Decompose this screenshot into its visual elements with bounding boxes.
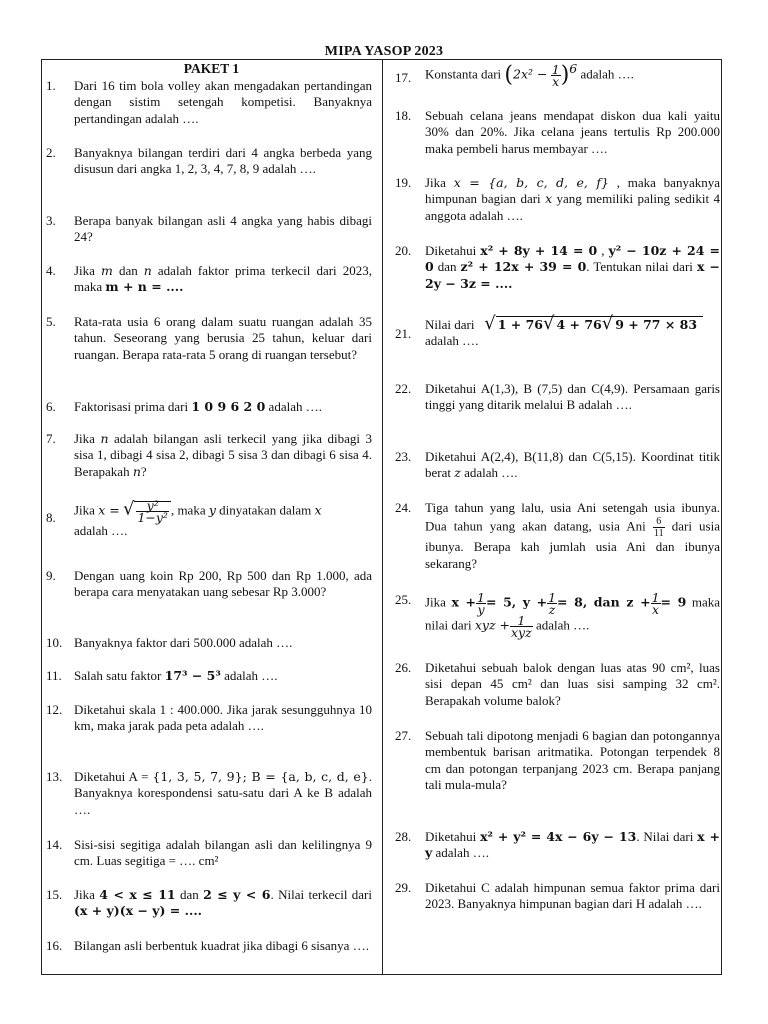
question-24: 24. Tiga tahun yang lalu, usia Ani setengah usia ibunya. Dua tahun yang akan datang, usia Ani $\frac{6}{11}$ dari usia ibunya. Berapa kah jumlah usia Ani dan ibunya sekarang? xyxy=(395,500,721,571)
question-17: 17. Konstanta dari (2x² − $\frac{1}{x}$ )$^6$ adalah …. xyxy=(395,61,634,89)
question-2: 2. Banyaknya bilangan terdiri dari 4 angka berbeda yang disusun dari angka 1, 2, 3, 4, 7, 8, 9 adalah …. xyxy=(46,145,372,177)
question-10: 10. Banyaknya faktor dari 500.000 adalah …. xyxy=(46,635,293,650)
question-6: 6. Faktorisasi prima dari 1 0 9 6 2 0 adalah …. xyxy=(46,399,322,414)
question-12: 12. Diketahui skala 1 : 400.000. Jika jarak sesungguhnya 10 km, maka jarak pada peta adalah …. xyxy=(46,702,372,734)
question-20: 20. Diketahui x² + 8y + 14 = 0 , y² − 10z + 24 = 0 dan z² + 12x + 39 = 0. Tentukan nilai dari x − 2y − 3z = .... xyxy=(395,243,721,291)
question-28: 28. Diketahui x² + y² = 4x − 6y − 13. Nilai dari x + y adalah …. xyxy=(395,829,720,861)
question-21: 21. Nilai dari √ 1 + 76√ 4 + 76√ 9 + 77 × 83 adalah …. xyxy=(395,316,721,350)
question-15: 15. Jika 4 < x ≤ 11 dan 2 ≤ y < 6. Nilai terkecil dari (x + y)(x − y) = .... xyxy=(46,887,372,919)
question-9: 9. Dengan uang koin Rp 200, Rp 500 dan Rp 1.000, ada berapa cara menyatakan uang sebesar Rp 3.000? xyxy=(46,568,372,600)
question-8: 8. Jika x = √ $\frac{\text{y²}}{\text{1−y²}}$ , maka y dinyatakan dalam x adalah …. xyxy=(46,498,322,538)
question-25: 25. Jika x + $\frac{1}{y}$ = 5, y + $\frac{1}{z}$ = 8, dan z + $\frac{1}{x}$ = 9 maka nilai dari xyz + $\frac{1}{\text{xyz}}$ adalah …. xyxy=(395,590,720,640)
question-18: 18. Sebuah celana jeans mendapat diskon dua kali yaitu 30% dan 20%. Jika celana jeans tertulis Rp 200.000 maka pembeli harus membayar …. xyxy=(395,108,720,156)
question-23: 23. Diketahui A(2,4), B(11,8) dan C(5,15). Koordinat titik berat z adalah …. xyxy=(395,449,720,481)
question-3: 3. Berapa banyak bilangan asli 4 angka yang habis dibagi 24? xyxy=(46,213,372,245)
question-4: 4. Jika m dan n adalah faktor prima terkecil dari 2023, maka m + n = .... xyxy=(46,263,372,295)
page-title: MIPA YASOP 2023 xyxy=(324,44,444,59)
question-19: 19. Jika x = {a, b, c, d, e, f} , maka banyaknya himpunan bagian dari x yang memiliki paling sedikit 4 anggota adalah …. xyxy=(395,175,720,223)
question-13: 13. Diketahui A = {1, 3, 5, 7, 9}; B = {a, b, c, d, e}. Banyaknya korespondensi satu-satu dari A ke B adalah …. xyxy=(46,769,372,817)
question-22: 22. Diketahui A(1,3), B (7,5) dan C(4,9). Persamaan garis tinggi yang ditarik melalui B adalah …. xyxy=(395,381,720,413)
question-16: 16. Bilangan asli berbentuk kuadrat jika dibagi 6 sisanya …. xyxy=(46,938,369,953)
paket-heading: PAKET 1 xyxy=(183,61,240,76)
question-5: 5. Rata-rata usia 6 orang dalam suatu ruangan adalah 35 tahun. Seseorang yang berusia 25 tahun, keluar dari ruangan. Berapa rata-rata 5 orang di ruangan tersebut? xyxy=(46,314,372,362)
question-1: 1. Dari 16 tim bola volley akan mengadakan pertandingan dengan sistim setengah kompetisi. Banyaknya pertandingan adalah …. xyxy=(46,78,372,126)
question-14: 14. Sisi-sisi segitiga adalah bilangan asli dan kelilingnya 9 cm. Luas segitiga = …. cm² xyxy=(46,837,372,869)
question-11: 11. Salah satu faktor 17³ − 5³ adalah …. xyxy=(46,668,278,683)
question-7: 7. Jika n adalah bilangan asli terkecil yang jika dibagi 3 sisa 1, dibagi 4 sisa 2, dibagi 5 sisa 3 dan dibagi 6 sisa 4. Berapakah n? xyxy=(46,431,372,479)
question-26: 26. Diketahui sebuah balok dengan luas atas 90 cm², luas sisi depan 45 cm² dan luas sisi samping 32 cm². Berapakah volume balok? xyxy=(395,660,720,708)
column-divider xyxy=(382,59,383,975)
question-29: 29. Diketahui C adalah himpunan semua faktor prima dari 2023. Banyaknya himpunan bagian dari H adalah …. xyxy=(395,880,720,912)
question-27: 27. Sebuah tali dipotong menjadi 6 bagian dan potongannya membentuk barisan aritmatika. Potongan terpendek 8 cm dan potongan terpanjang 2023 cm. Berapa panjang tali mula-mula? xyxy=(395,728,720,793)
